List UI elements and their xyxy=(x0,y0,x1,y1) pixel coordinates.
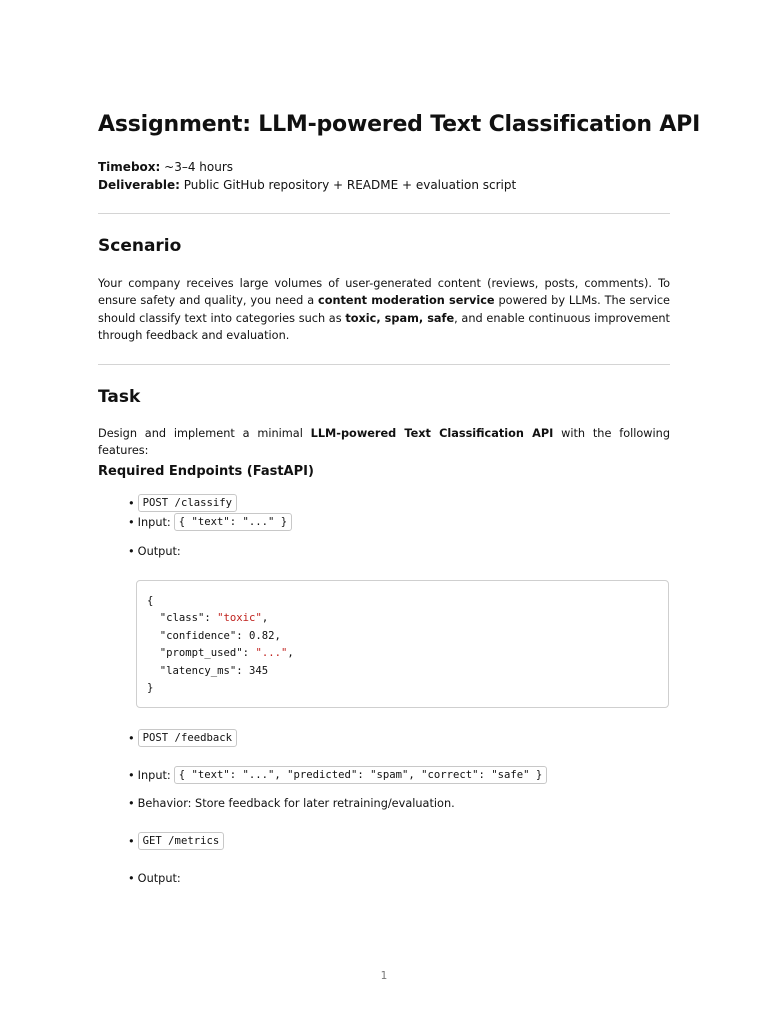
endpoints-subheading: Required Endpoints (FastAPI) xyxy=(98,464,314,479)
task-heading: Task xyxy=(98,387,141,407)
scenario-text-3: , and enable continuous improvement through feedback and evaluation. xyxy=(98,311,670,343)
scenario-paragraph xyxy=(98,275,670,345)
deliverable-label: Deliverable: xyxy=(98,178,180,192)
bullet-dot: • xyxy=(128,515,135,529)
list-item xyxy=(128,872,181,885)
code-line: { xyxy=(147,595,154,607)
code-punct: , xyxy=(261,612,269,625)
output-label: Output: xyxy=(137,872,181,885)
page-title: Assignment: LLM-powered Text Classification API xyxy=(98,112,701,137)
bullet-dot: • xyxy=(128,768,135,782)
scenario-bold-1: content moderation service xyxy=(318,294,495,308)
list-item xyxy=(128,513,292,531)
bullet-dot: • xyxy=(128,496,135,510)
input-label: Input: xyxy=(137,515,171,529)
deliverable-line xyxy=(98,177,516,194)
code-key: "prompt_used": xyxy=(147,647,256,660)
timebox-value: ~3–4 hours xyxy=(160,160,234,174)
page-number: 1 xyxy=(380,970,388,982)
list-item xyxy=(128,766,547,784)
classify-endpoint-code: POST /classify xyxy=(138,494,237,512)
code-key: "class": xyxy=(147,612,218,625)
code-line xyxy=(147,610,658,627)
classify-input-code: { "text": "..." } xyxy=(174,513,292,531)
task-text-2: with the following features: xyxy=(98,427,671,458)
scenario-text-1: Your company receives large volumes of user-generated content (reviews, posts, comments). To ensure safety and quality, you need a xyxy=(98,277,670,308)
bullet-dot: • xyxy=(128,731,135,745)
metrics-endpoint-code: GET /metrics xyxy=(138,832,225,850)
task-paragraph xyxy=(98,425,670,460)
task-text-1: Design and implement a minimal xyxy=(98,427,311,440)
code-line: } xyxy=(147,682,154,695)
scenario-heading: Scenario xyxy=(98,236,182,256)
code-string: "toxic" xyxy=(217,612,262,625)
bullet-dot: • xyxy=(128,872,135,885)
list-item xyxy=(128,545,181,558)
divider xyxy=(98,364,670,365)
code-line: "latency_ms": 345 xyxy=(147,664,269,677)
timebox-line xyxy=(98,159,233,176)
code-string: "..." xyxy=(255,647,288,660)
classify-output-codeblock xyxy=(136,580,669,708)
list-item xyxy=(128,832,224,850)
feedback-input-code: { "text": "...", "predicted": "spam", "correct": "safe" } xyxy=(174,766,548,784)
feedback-endpoint-code: POST /feedback xyxy=(138,729,237,747)
output-label: Output: xyxy=(137,545,181,558)
code-line xyxy=(147,645,658,662)
feedback-behavior: Behavior: Store feedback for later retraining/evaluation. xyxy=(137,797,455,810)
deliverable-value: Public GitHub repository + README + evaluation script xyxy=(179,178,517,192)
divider xyxy=(98,213,670,214)
input-label: Input: xyxy=(137,768,171,782)
scenario-bold-2: toxic, spam, safe xyxy=(345,311,455,325)
code-punct: , xyxy=(287,647,294,660)
bullet-dot: • xyxy=(128,834,135,848)
code-line: "confidence": 0.82, xyxy=(147,629,281,642)
list-item xyxy=(128,494,237,512)
task-bold-1: LLM-powered Text Classification API xyxy=(310,427,554,440)
list-item xyxy=(128,797,455,810)
bullet-dot: • xyxy=(128,545,135,558)
timebox-label: Timebox: xyxy=(98,160,161,174)
bullet-dot: • xyxy=(128,797,135,810)
list-item xyxy=(128,729,237,747)
scenario-text-2: powered by LLMs. The service should classify text into categories such as xyxy=(98,294,670,325)
